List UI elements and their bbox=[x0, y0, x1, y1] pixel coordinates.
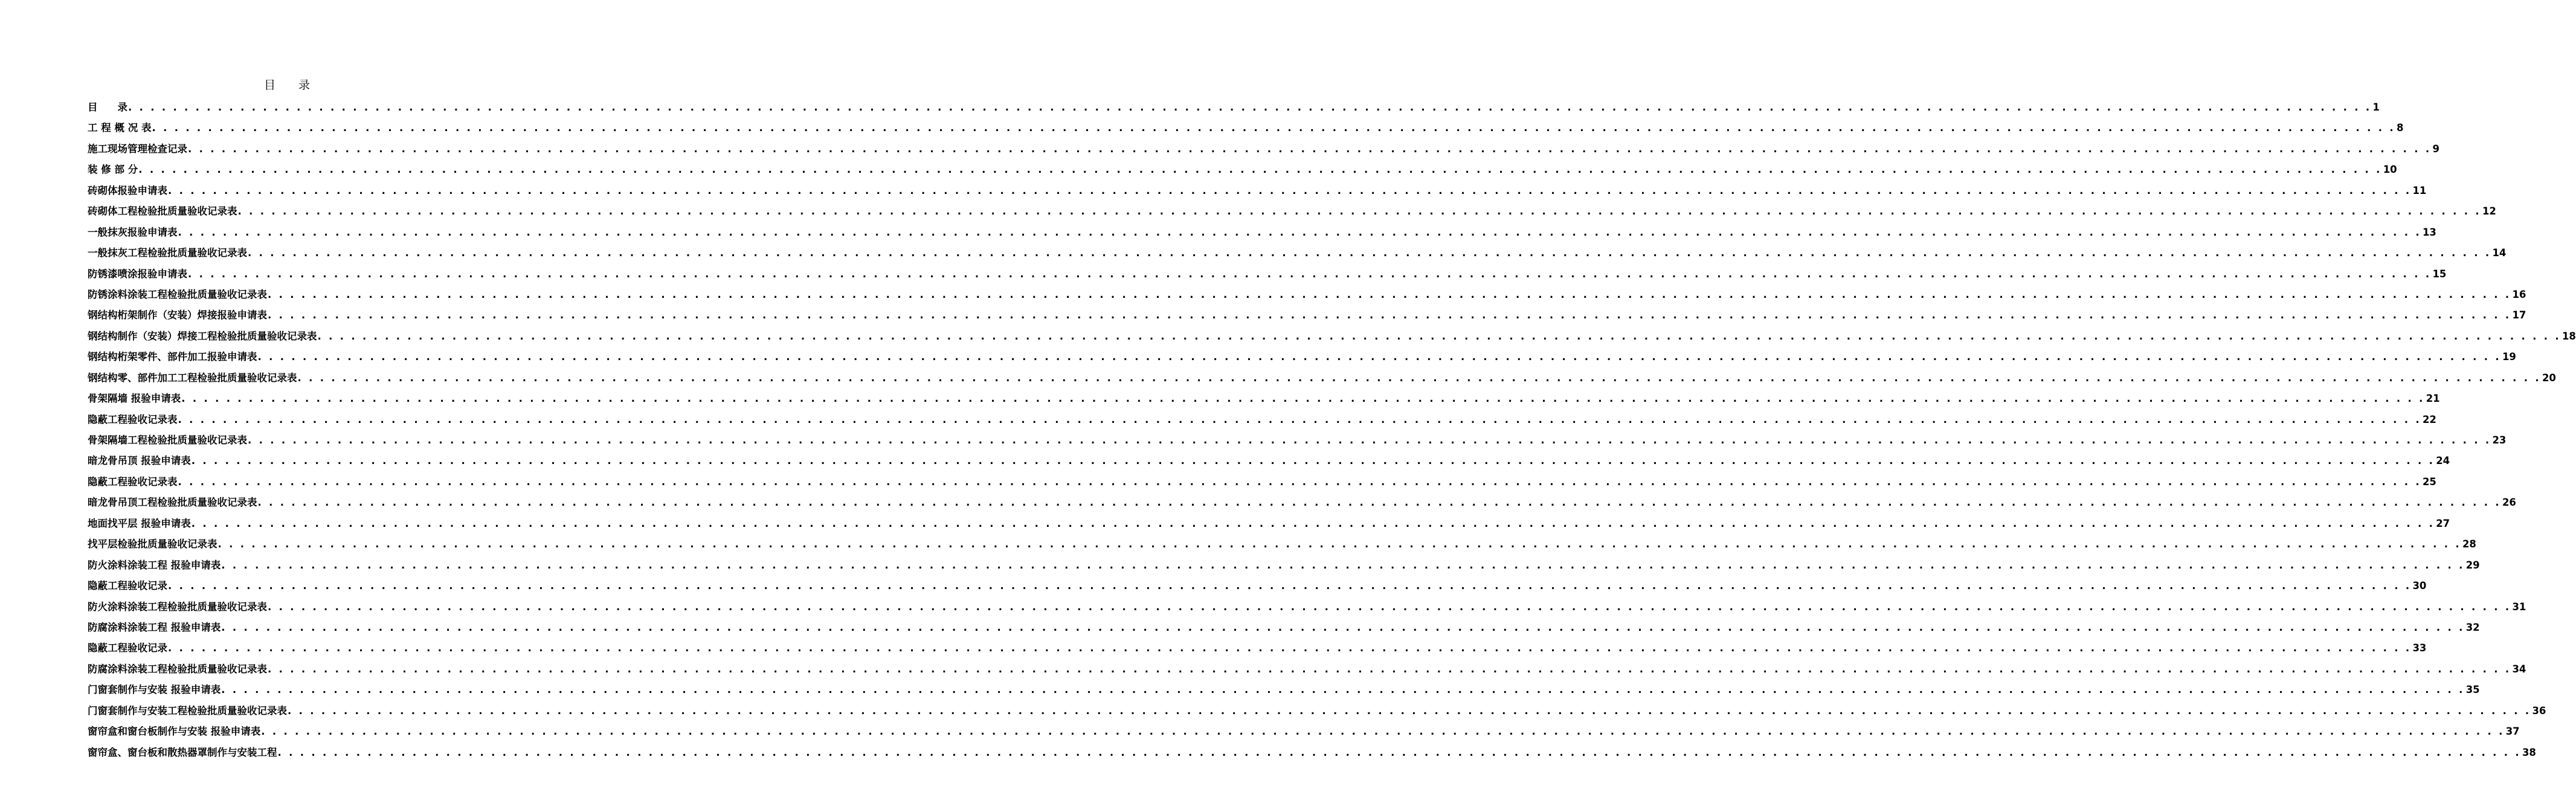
toc-entry-title: 骨架隔墙 报验申请表 bbox=[88, 393, 181, 405]
toc-entry-title: 防火涂料涂装工程 报验申请表 bbox=[88, 559, 221, 571]
toc-entry-title: 钢结构桁架零件、部件加工报验申请表 bbox=[88, 351, 257, 363]
toc-entry-title: 工 程 概 况 表 bbox=[88, 122, 152, 134]
toc-entry-page-number: 15 bbox=[2432, 268, 2447, 280]
toc-dot-leader: . . . . . . . . . . . . . . . . . . . . . . . . . . . . . . . . . . . . . . . . . . . . . . . . . . . . . . . . . . . . . . . . . . . . . . . . . . . . . . . . . . . . . . . . . . . . . . . . . . . . . . . . . . . . . . . . . . . . . . . . . . . . . . . . . . . . . . . . . . . . . . . . . . . . . . . . . . . . . . . . . . . . . . . . . . . . . . . . . . . . . . . . . . . . . . . . . . . . . . . . bbox=[188, 143, 2432, 155]
toc-entry-page-number: 28 bbox=[2462, 538, 2476, 550]
toc-entry-page-number: 31 bbox=[2512, 601, 2526, 613]
toc-entry[interactable] bbox=[88, 514, 2450, 534]
toc-entry-page-number: 11 bbox=[2412, 184, 2427, 196]
toc-entry-title: 隐蔽工程验收记录 bbox=[88, 642, 167, 654]
toc-entry-page-number: 17 bbox=[2512, 309, 2526, 321]
toc-entry-title: 防腐涂料涂装工程 报验申请表 bbox=[88, 621, 221, 633]
toc-dot-leader: . . . . . . . . . . . . . . . . . . . . . . . . . . . . . . . . . . . . . . . . . . . . . . . . . . . . . . . . . . . . . . . . . . . . . . . . . . . . . . . . . . . . . . . . . . . . . . . . . . . . . . . . . . . . . . . . . . . . . . . . . . . . . . . . . . . . . . . . . . . . . . . . . . . . . . . . . . . . . . . . . . . . . . . . . . . . . . . . . . . . . . . . . . . . . . . . . . . . . . . . bbox=[181, 393, 2425, 405]
toc-entry-title: 一般抹灰报验申请表 bbox=[88, 226, 178, 238]
toc-entry-title: 门窗套制作与安装 报验申请表 bbox=[88, 684, 221, 696]
toc-entry[interactable] bbox=[88, 264, 2447, 285]
toc-entry-page-number: 1 bbox=[2372, 102, 2380, 113]
toc-dot-leader: . . . . . . . . . . . . . . . . . . . . . . . . . . . . . . . . . . . . . . . . . . . . . . . . . . . . . . . . . . . . . . . . . . . . . . . . . . . . . . . . . . . . . . . . . . . . . . . . . . . . . . . . . . . . . . . . . . . . . . . . . . . . . . . . . . . . . . . . . . . . . . . . . . . . . . . . . . . . . . . . . . . . . . . . . . . . . . . . . . . . . . . . . . . . . . . . . . . . . . . . bbox=[221, 621, 2465, 633]
toc-entry[interactable] bbox=[88, 305, 2526, 326]
toc-dot-leader: . . . . . . . . . . . . . . . . . . . . . . . . . . . . . . . . . . . . . . . . . . . . . . . . . . . . . . . . . . . . . . . . . . . . . . . . . . . . . . . . . . . . . . . . . . . . . . . . . . . . . . . . . . . . . . . . . . . . . . . . . . . . . . . . . . . . . . . . . . . . . . . . . . . . . . . . . . . . . . . . . . . . . . . . . . . . . . . . . . . . . . . . . . . . . . . . . . . . . . . . bbox=[221, 559, 2465, 571]
toc-entry[interactable] bbox=[88, 701, 2546, 721]
toc-entry-page-number: 32 bbox=[2465, 621, 2480, 633]
toc-dot-leader: . . . . . . . . . . . . . . . . . . . . . . . . . . . . . . . . . . . . . . . . . . . . . . . . . . . . . . . . . . . . . . . . . . . . . . . . . . . . . . . . . . . . . . . . . . . . . . . . . . . . . . . . . . . . . . . . . . . . . . . . . . . . . . . . . . . . . . . . . . . . . . . . . . . . . . . . . . . . . . . . . . . . . . . . . . . . . . . . . . . . . . . . . . . . . . . . . . . . . . . . bbox=[261, 726, 2505, 738]
toc-dot-leader: . . . . . . . . . . . . . . . . . . . . . . . . . . . . . . . . . . . . . . . . . . . . . . . . . . . . . . . . . . . . . . . . . . . . . . . . . . . . . . . . . . . . . . . . . . . . . . . . . . . . . . . . . . . . . . . . . . . . . . . . . . . . . . . . . . . . . . . . . . . . . . . . . . . . . . . . . . . . . . . . . . . . . . . . . . . . . . . . . . . . . . . . . . . . . . . . . . . . . . . . bbox=[178, 475, 2421, 488]
toc-dot-leader: . . . . . . . . . . . . . . . . . . . . . . . . . . . . . . . . . . . . . . . . . . . . . . . . . . . . . . . . . . . . . . . . . . . . . . . . . . . . . . . . . . . . . . . . . . . . . . . . . . . . . . . . . . . . . . . . . . . . . . . . . . . . . . . . . . . . . . . . . . . . . . . . . . . . . . . . . . . . . . . . . . . . . . . . . . . . . . . . . . . . . . . . . . . . . . . . . . . . . . . . bbox=[268, 601, 2511, 613]
toc-dot-leader: . . . . . . . . . . . . . . . . . . . . . . . . . . . . . . . . . . . . . . . . . . . . . . . . . . . . . . . . . . . . . . . . . . . . . . . . . . . . . . . . . . . . . . . . . . . . . . . . . . . . . . . . . . . . . . . . . . . . . . . . . . . . . . . . . . . . . . . . . . . . . . . . . . . . . . . . . . . . . . . . . . . . . . . . . . . . . . . . . . . . . . . . . . . . . . . . . . . . . . . . bbox=[168, 184, 2412, 196]
toc-entry-title: 地面找平层 报验申请表 bbox=[88, 517, 191, 529]
toc-entry[interactable] bbox=[88, 181, 2427, 201]
toc-entry-page-number: 14 bbox=[2492, 247, 2507, 259]
toc-entry[interactable] bbox=[88, 410, 2436, 430]
toc-dot-leader: . . . . . . . . . . . . . . . . . . . . . . . . . . . . . . . . . . . . . . . . . . . . . . . . . . . . . . . . . . . . . . . . . . . . . . . . . . . . . . . . . . . . . . . . . . . . . . . . . . . . . . . . . . . . . . . . . . . . . . . . . . . . . . . . . . . . . . . . . . . . . . . . . . . . . . . . . . . . . . . . . . . . . . . . . . . . . . . . . . . . . . . . . . . . . . . . . . . . . . . . bbox=[221, 684, 2465, 696]
toc-entry[interactable] bbox=[88, 118, 2404, 138]
toc-entry-page-number: 24 bbox=[2436, 455, 2450, 467]
toc-entry-title: 隐蔽工程验收记录表 bbox=[88, 475, 178, 488]
toc-entry[interactable] bbox=[88, 576, 2427, 596]
toc-entry[interactable] bbox=[88, 347, 2516, 367]
toc-entry-title: 隐蔽工程验收记录表 bbox=[88, 413, 178, 425]
toc-entry[interactable] bbox=[88, 326, 2576, 347]
toc-dot-leader: . . . . . . . . . . . . . . . . . . . . . . . . . . . . . . . . . . . . . . . . . . . . . . . . . . . . . . . . . . . . . . . . . . . . . . . . . . . . . . . . . . . . . . . . . . . . . . . . . . . . . . . . . . . . . . . . . . . . . . . . . . . . . . . . . . . . . . . . . . . . . . . . . . . . . . . . . . . . . . . . . . . . . . . . . . . . . . . . . . . . . . . . . . . . . . . . . . . . . . . . bbox=[257, 497, 2501, 509]
toc-dot-leader: . . . . . . . . . . . . . . . . . . . . . . . . . . . . . . . . . . . . . . . . . . . . . . . . . . . . . . . . . . . . . . . . . . . . . . . . . . . . . . . . . . . . . . . . . . . . . . . . . . . . . . . . . . . . . . . . . . . . . . . . . . . . . . . . . . . . . . . . . . . . . . . . . . . . . . . . . . . . . . . . . . . . . . . . . . . . . . . . . . . . . . . . . . . . . . . . . . . . . . . . bbox=[217, 538, 2461, 550]
toc-dot-leader: . . . . . . . . . . . . . . . . . . . . . . . . . . . . . . . . . . . . . . . . . . . . . . . . . . . . . . . . . . . . . . . . . . . . . . . . . . . . . . . . . . . . . . . . . . . . . . . . . . . . . . . . . . . . . . . . . . . . . . . . . . . . . . . . . . . . . . . . . . . . . . . . . . . . . . . . . . . . . . . . . . . . . . . . . . . . . . . . . . . . . . . . . . . . . . . . . . . . . . . . bbox=[248, 247, 2491, 259]
toc-entry-title: 钢结构零、部件加工工程检验批质量验收记录表 bbox=[88, 372, 297, 384]
toc-entry[interactable] bbox=[88, 534, 2476, 555]
toc-entry[interactable] bbox=[88, 680, 2480, 700]
toc-entry[interactable] bbox=[88, 368, 2556, 388]
toc-entry-page-number: 20 bbox=[2542, 372, 2556, 384]
toc-entry-title: 骨架隔墙工程检验批质量验收记录表 bbox=[88, 434, 247, 446]
toc-dot-leader: . . . . . . . . . . . . . . . . . . . . . . . . . . . . . . . . . . . . . . . . . . . . . . . . . . . . . . . . . . . . . . . . . . . . . . . . . . . . . . . . . . . . . . . . . . . . . . . . . . . . . . . . . . . . . . . . . . . . . . . . . . . . . . . . . . . . . . . . . . . . . . . . . . . . . . . . . . . . . . . . . . . . . . . . . . . . . . . . . . . . . . . . . . . . . . . . . . . . . . . . bbox=[188, 268, 2432, 280]
toc-entry-title: 防锈漆喷涂报验申请表 bbox=[88, 268, 187, 280]
toc-entry[interactable] bbox=[88, 451, 2450, 471]
toc-entry-page-number: 26 bbox=[2502, 497, 2516, 509]
toc-entry-page-number: 27 bbox=[2436, 517, 2450, 529]
toc-entry-title: 砖砌体工程检验批质量验收记录表 bbox=[88, 205, 237, 218]
toc-entry-page-number: 22 bbox=[2422, 413, 2436, 425]
toc-dot-leader: . . . . . . . . . . . . . . . . . . . . . . . . . . . . . . . . . . . . . . . . . . . . . . . . . . . . . . . . . . . . . . . . . . . . . . . . . . . . . . . . . . . . . . . . . . . . . . . . . . . . . . . . . . . . . . . . . . . . . . . . . . . . . . . . . . . . . . . . . . . . . . . . . . . . . . . . . . . . . . . . . . . . . . . . . . . . . . . . . . . . . . . . . . . . . . . . . . . . . . . . bbox=[277, 746, 2521, 758]
toc-dot-leader: . . . . . . . . . . . . . . . . . . . . . . . . . . . . . . . . . . . . . . . . . . . . . . . . . . . . . . . . . . . . . . . . . . . . . . . . . . . . . . . . . . . . . . . . . . . . . . . . . . . . . . . . . . . . . . . . . . . . . . . . . . . . . . . . . . . . . . . . . . . . . . . . . . . . . . . . . . . . . . . . . . . . . . . . . . . . . . . . . . . . . . . . . . . . . . . . . . . . . . . . bbox=[168, 642, 2412, 654]
toc-entry[interactable] bbox=[88, 201, 2496, 222]
toc-entry-page-number: 13 bbox=[2422, 226, 2436, 238]
table-of-contents bbox=[88, 97, 2576, 763]
toc-entry-page-number: 18 bbox=[2562, 330, 2576, 342]
toc-entry-page-number: 21 bbox=[2426, 393, 2440, 405]
toc-entry-title: 防火涂料涂装工程检验批质量验收记录表 bbox=[88, 601, 267, 613]
toc-entry-title: 隐蔽工程验收记录 bbox=[88, 580, 167, 592]
toc-dot-leader: . . . . . . . . . . . . . . . . . . . . . . . . . . . . . . . . . . . . . . . . . . . . . . . . . . . . . . . . . . . . . . . . . . . . . . . . . . . . . . . . . . . . . . . . . . . . . . . . . . . . . . . . . . . . . . . . . . . . . . . . . . . . . . . . . . . . . . . . . . . . . . . . . . . . . . . . . . . . . . . . . . . . . . . . . . . . . . . . . . . . . . . . . . . . . . . . . . . . . . . . bbox=[257, 351, 2501, 363]
toc-dot-leader: . . . . . . . . . . . . . . . . . . . . . . . . . . . . . . . . . . . . . . . . . . . . . . . . . . . . . . . . . . . . . . . . . . . . . . . . . . . . . . . . . . . . . . . . . . . . . . . . . . . . . . . . . . . . . . . . . . . . . . . . . . . . . . . . . . . . . . . . . . . . . . . . . . . . . . . . . . . . . . . . . . . . . . . . . . . . . . . . . . . . . . . . . . . . . . . . . . . . . . . . bbox=[152, 122, 2395, 134]
toc-entry[interactable] bbox=[88, 222, 2436, 243]
toc-dot-leader: . . . . . . . . . . . . . . . . . . . . . . . . . . . . . . . . . . . . . . . . . . . . . . . . . . . . . . . . . . . . . . . . . . . . . . . . . . . . . . . . . . . . . . . . . . . . . . . . . . . . . . . . . . . . . . . . . . . . . . . . . . . . . . . . . . . . . . . . . . . . . . . . . . . . . . . . . . . . . . . . . . . . . . . . . . . . . . . . . . . . . . . . . . . . . . . . . . . . . . . . bbox=[191, 455, 2435, 467]
toc-entry[interactable] bbox=[88, 472, 2436, 492]
toc-dot-leader: . . . . . . . . . . . . . . . . . . . . . . . . . . . . . . . . . . . . . . . . . . . . . . . . . . . . . . . . . . . . . . . . . . . . . . . . . . . . . . . . . . . . . . . . . . . . . . . . . . . . . . . . . . . . . . . . . . . . . . . . . . . . . . . . . . . . . . . . . . . . . . . . . . . . . . . . . . . . . . . . . . . . . . . . . . . . . . . . . . . . . . . . . . . . . . . . . . . . . . . . bbox=[288, 704, 2531, 717]
toc-entry-title: 窗帘盒、窗台板和散热器罩制作与安装工程 bbox=[88, 746, 277, 758]
toc-entry[interactable] bbox=[88, 721, 2520, 742]
toc-entry-page-number: 23 bbox=[2492, 434, 2507, 446]
toc-entry[interactable] bbox=[88, 160, 2397, 180]
toc-dot-leader: . . . . . . . . . . . . . . . . . . . . . . . . . . . . . . . . . . . . . . . . . . . . . . . . . . . . . . . . . . . . . . . . . . . . . . . . . . . . . . . . . . . . . . . . . . . . . . . . . . . . . . . . . . . . . . . . . . . . . . . . . . . . . . . . . . . . . . . . . . . . . . . . . . . . . . . . . . . . . . . . . . . . . . . . . . . . . . . . . . . . . . . . . . . . . . . . . . . . . . . . bbox=[268, 663, 2511, 675]
toc-entry-page-number: 29 bbox=[2465, 559, 2480, 571]
toc-entry-page-number: 38 bbox=[2522, 746, 2536, 758]
toc-entry-page-number: 35 bbox=[2465, 684, 2480, 696]
toc-entry[interactable] bbox=[88, 555, 2480, 576]
toc-entry-title: 目 录 bbox=[88, 102, 127, 113]
toc-entry[interactable] bbox=[88, 659, 2526, 680]
toc-entry[interactable] bbox=[88, 430, 2507, 451]
toc-entry-title: 防腐涂料涂装工程检验批质量验收记录表 bbox=[88, 663, 267, 675]
toc-entry-title: 门窗套制作与安装工程检验批质量验收记录表 bbox=[88, 704, 287, 717]
toc-entry[interactable] bbox=[88, 139, 2439, 160]
toc-entry-title: 施工现场管理检查记录 bbox=[88, 143, 187, 155]
toc-dot-leader: . . . . . . . . . . . . . . . . . . . . . . . . . . . . . . . . . . . . . . . . . . . . . . . . . . . . . . . . . . . . . . . . . . . . . . . . . . . . . . . . . . . . . . . . . . . . . . . . . . . . . . . . . . . . . . . . . . . . . . . . . . . . . . . . . . . . . . . . . . . . . . . . . . . . . . . . . . . . . . . . . . . . . . . . . . . . . . . . . . . . . . . . . . . . . . . . . . . . . . . . bbox=[237, 205, 2481, 218]
toc-entry[interactable] bbox=[88, 97, 2380, 118]
toc-entry-title: 砖砌体报验申请表 bbox=[88, 184, 167, 196]
toc-dot-leader: . . . . . . . . . . . . . . . . . . . . . . . . . . . . . . . . . . . . . . . . . . . . . . . . . . . . . . . . . . . . . . . . . . . . . . . . . . . . . . . . . . . . . . . . . . . . . . . . . . . . . . . . . . . . . . . . . . . . . . . . . . . . . . . . . . . . . . . . . . . . . . . . . . . . . . . . . . . . . . . . . . . . . . . . . . . . . . . . . . . . . . . . . . . . . . . . . . . . . . . . bbox=[128, 102, 2372, 113]
page-title: 目 录 bbox=[263, 79, 310, 92]
toc-entry-title: 找平层检验批质量验收记录表 bbox=[88, 538, 217, 550]
toc-entry[interactable] bbox=[88, 492, 2516, 513]
toc-entry-page-number: 12 bbox=[2482, 205, 2496, 218]
toc-entry-title: 窗帘盒和窗台板制作与安装 报验申请表 bbox=[88, 726, 261, 738]
toc-entry-page-number: 10 bbox=[2383, 164, 2397, 176]
toc-entry-page-number: 33 bbox=[2412, 642, 2427, 654]
toc-entry-title: 暗龙骨吊顶 报验申请表 bbox=[88, 455, 191, 467]
toc-entry[interactable] bbox=[88, 388, 2440, 409]
toc-dot-leader: . . . . . . . . . . . . . . . . . . . . . . . . . . . . . . . . . . . . . . . . . . . . . . . . . . . . . . . . . . . . . . . . . . . . . . . . . . . . . . . . . . . . . . . . . . . . . . . . . . . . . . . . . . . . . . . . . . . . . . . . . . . . . . . . . . . . . . . . . . . . . . . . . . . . . . . . . . . . . . . . . . . . . . . . . . . . . . . . . . . . . . . . . . . . . . . . . . . . . . . . bbox=[178, 226, 2421, 238]
toc-dot-leader: . . . . . . . . . . . . . . . . . . . . . . . . . . . . . . . . . . . . . . . . . . . . . . . . . . . . . . . . . . . . . . . . . . . . . . . . . . . . . . . . . . . . . . . . . . . . . . . . . . . . . . . . . . . . . . . . . . . . . . . . . . . . . . . . . . . . . . . . . . . . . . . . . . . . . . . . . . . . . . . . . . . . . . . . . . . . . . . . . . . . . . . . . . . . . . . . . . . . . . . . bbox=[268, 288, 2511, 300]
toc-entry-page-number: 16 bbox=[2512, 288, 2526, 300]
toc-entry[interactable] bbox=[88, 597, 2526, 617]
toc-entry-page-number: 19 bbox=[2502, 351, 2516, 363]
toc-entry[interactable] bbox=[88, 638, 2427, 659]
toc-entry-page-number: 25 bbox=[2422, 475, 2436, 488]
toc-entry-title: 钢结构桁架制作（安装）焊接报验申请表 bbox=[88, 309, 267, 321]
toc-entry-page-number: 34 bbox=[2512, 663, 2526, 675]
toc-entry-page-number: 30 bbox=[2412, 580, 2427, 592]
toc-entry-title: 钢结构制作（安装）焊接工程检验批质量验收记录表 bbox=[88, 330, 317, 342]
toc-dot-leader: . . . . . . . . . . . . . . . . . . . . . . . . . . . . . . . . . . . . . . . . . . . . . . . . . . . . . . . . . . . . . . . . . . . . . . . . . . . . . . . . . . . . . . . . . . . . . . . . . . . . . . . . . . . . . . . . . . . . . . . . . . . . . . . . . . . . . . . . . . . . . . . . . . . . . . . . . . . . . . . . . . . . . . . . . . . . . . . . . . . . . . . . . . . . . . . . . . . . . . . . bbox=[191, 517, 2435, 529]
toc-entry[interactable] bbox=[88, 617, 2480, 638]
toc-entry-title: 装 修 部 分 bbox=[88, 164, 138, 176]
toc-dot-leader: . . . . . . . . . . . . . . . . . . . . . . . . . . . . . . . . . . . . . . . . . . . . . . . . . . . . . . . . . . . . . . . . . . . . . . . . . . . . . . . . . . . . . . . . . . . . . . . . . . . . . . . . . . . . . . . . . . . . . . . . . . . . . . . . . . . . . . . . . . . . . . . . . . . . . . . . . . . . . . . . . . . . . . . . . . . . . . . . . . . . . . . . . . . . . . . . . . . . . . . . bbox=[168, 580, 2412, 592]
toc-entry[interactable] bbox=[88, 243, 2507, 263]
toc-entry-page-number: 37 bbox=[2505, 726, 2520, 738]
toc-dot-leader: . . . . . . . . . . . . . . . . . . . . . . . . . . . . . . . . . . . . . . . . . . . . . . . . . . . . . . . . . . . . . . . . . . . . . . . . . . . . . . . . . . . . . . . . . . . . . . . . . . . . . . . . . . . . . . . . . . . . . . . . . . . . . . . . . . . . . . . . . . . . . . . . . . . . . . . . . . . . . . . . . . . . . . . . . . . . . . . . . . . . . . . . . . . . . . . . . . . . . . . . bbox=[317, 330, 2561, 342]
toc-entry-page-number: 36 bbox=[2532, 704, 2546, 717]
toc-dot-leader: . . . . . . . . . . . . . . . . . . . . . . . . . . . . . . . . . . . . . . . . . . . . . . . . . . . . . . . . . . . . . . . . . . . . . . . . . . . . . . . . . . . . . . . . . . . . . . . . . . . . . . . . . . . . . . . . . . . . . . . . . . . . . . . . . . . . . . . . . . . . . . . . . . . . . . . . . . . . . . . . . . . . . . . . . . . . . . . . . . . . . . . . . . . . . . . . . . . . . . . . bbox=[268, 309, 2511, 321]
toc-dot-leader: . . . . . . . . . . . . . . . . . . . . . . . . . . . . . . . . . . . . . . . . . . . . . . . . . . . . . . . . . . . . . . . . . . . . . . . . . . . . . . . . . . . . . . . . . . . . . . . . . . . . . . . . . . . . . . . . . . . . . . . . . . . . . . . . . . . . . . . . . . . . . . . . . . . . . . . . . . . . . . . . . . . . . . . . . . . . . . . . . . . . . . . . . . . . . . . . . . . . . . . . bbox=[138, 164, 2382, 176]
toc-entry-title: 一般抹灰工程检验批质量验收记录表 bbox=[88, 247, 247, 259]
toc-entry-page-number: 8 bbox=[2396, 122, 2404, 134]
toc-entry[interactable] bbox=[88, 743, 2536, 763]
toc-dot-leader: . . . . . . . . . . . . . . . . . . . . . . . . . . . . . . . . . . . . . . . . . . . . . . . . . . . . . . . . . . . . . . . . . . . . . . . . . . . . . . . . . . . . . . . . . . . . . . . . . . . . . . . . . . . . . . . . . . . . . . . . . . . . . . . . . . . . . . . . . . . . . . . . . . . . . . . . . . . . . . . . . . . . . . . . . . . . . . . . . . . . . . . . . . . . . . . . . . . . . . . . bbox=[178, 413, 2421, 425]
toc-dot-leader: . . . . . . . . . . . . . . . . . . . . . . . . . . . . . . . . . . . . . . . . . . . . . . . . . . . . . . . . . . . . . . . . . . . . . . . . . . . . . . . . . . . . . . . . . . . . . . . . . . . . . . . . . . . . . . . . . . . . . . . . . . . . . . . . . . . . . . . . . . . . . . . . . . . . . . . . . . . . . . . . . . . . . . . . . . . . . . . . . . . . . . . . . . . . . . . . . . . . . . . . bbox=[248, 434, 2491, 446]
toc-entry[interactable] bbox=[88, 285, 2526, 305]
toc-entry-page-number: 9 bbox=[2432, 143, 2439, 155]
toc-entry-title: 防锈涂料涂装工程检验批质量验收记录表 bbox=[88, 288, 267, 300]
toc-dot-leader: . . . . . . . . . . . . . . . . . . . . . . . . . . . . . . . . . . . . . . . . . . . . . . . . . . . . . . . . . . . . . . . . . . . . . . . . . . . . . . . . . . . . . . . . . . . . . . . . . . . . . . . . . . . . . . . . . . . . . . . . . . . . . . . . . . . . . . . . . . . . . . . . . . . . . . . . . . . . . . . . . . . . . . . . . . . . . . . . . . . . . . . . . . . . . . . . . . . . . . . . bbox=[297, 372, 2541, 384]
toc-entry-title: 暗龙骨吊顶工程检验批质量验收记录表 bbox=[88, 497, 257, 509]
